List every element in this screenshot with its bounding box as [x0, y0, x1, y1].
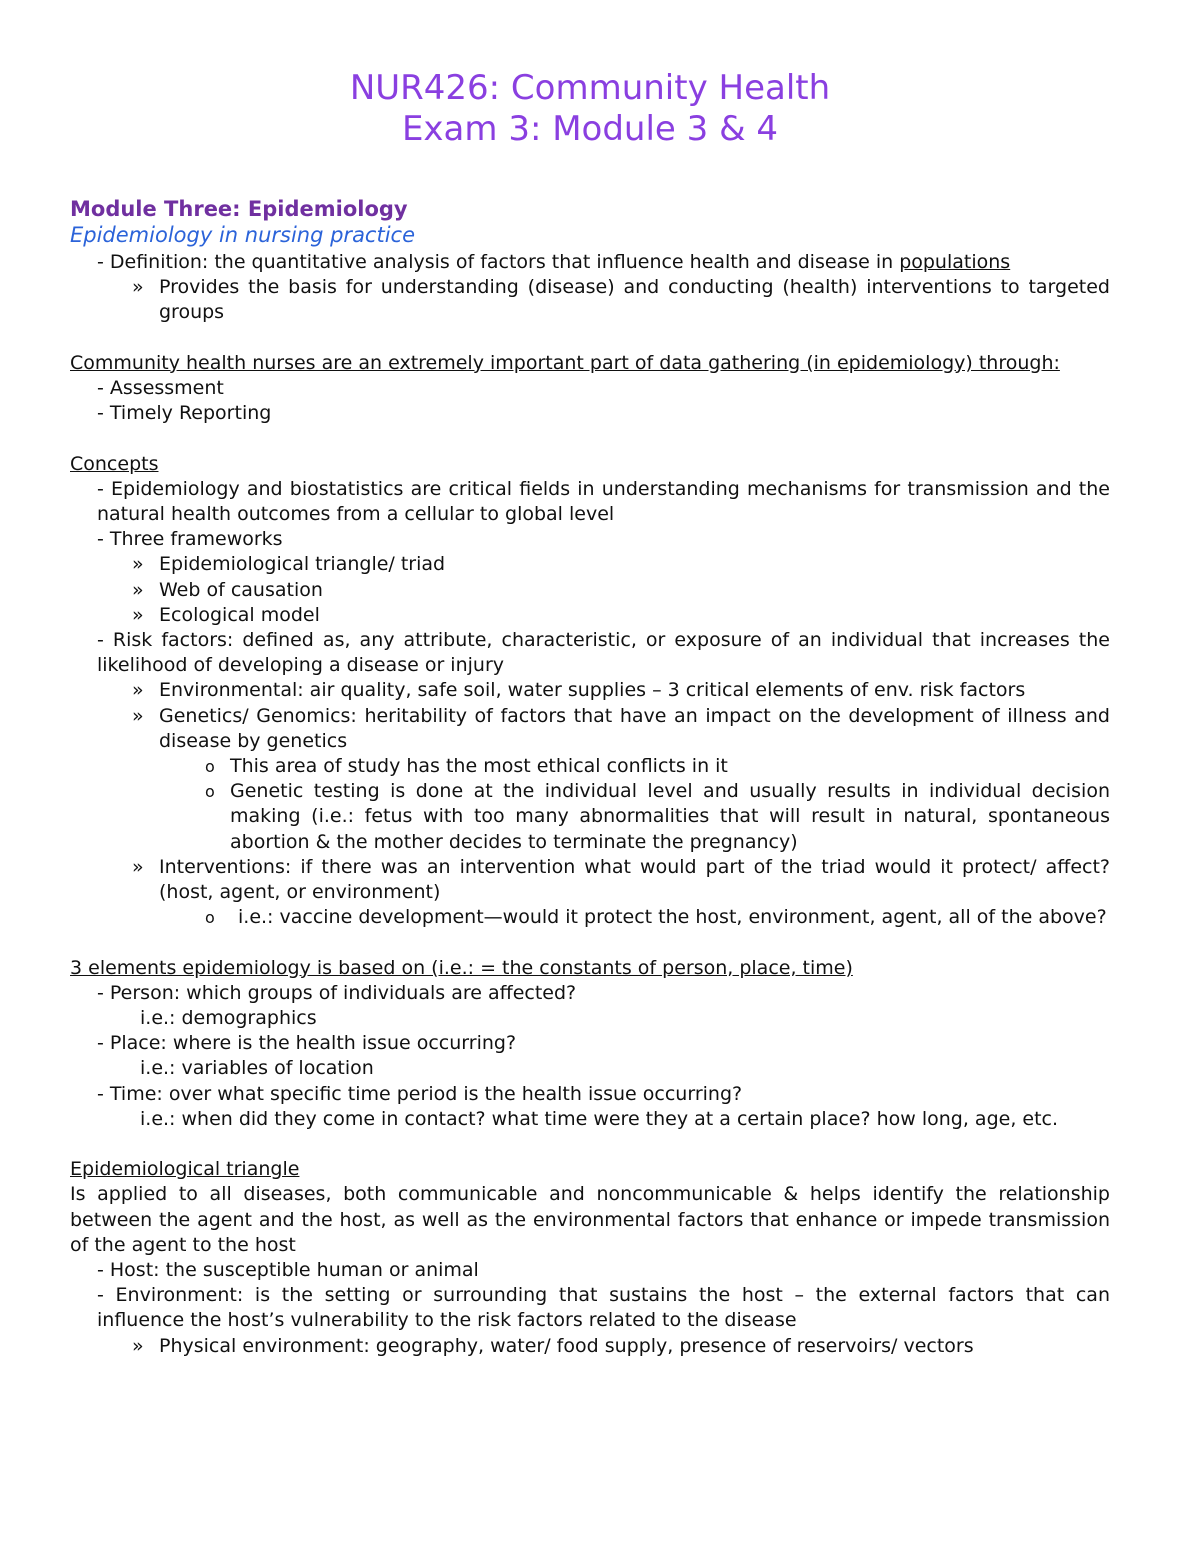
- triangle-host: - Host: the susceptible human or animal: [97, 1259, 479, 1282]
- arrow-bullet-icon: »: [132, 679, 144, 702]
- element-place-example: i.e.: variables of location: [140, 1057, 374, 1080]
- arrow-bullet-icon: »: [132, 603, 144, 626]
- circle-bullet-icon: o: [205, 782, 215, 802]
- interventions-sub-text: i.e.: vaccine development—would it protect the host, environment, agent, all of the above?: [238, 906, 1107, 929]
- elements-heading: 3 elements epidemiology is based on (i.e.: = the constants of person, place, time): [70, 956, 853, 979]
- genetics-sub-text: This area of study has the most ethical conflicts in it: [230, 755, 728, 778]
- risk-genetics: [70, 704, 1110, 754]
- arrow-bullet-icon: »: [132, 1334, 144, 1357]
- arrow-bullet-icon: »: [132, 704, 144, 727]
- interventions-sub-item: [70, 905, 1110, 930]
- risk-genetics-text: Genetics/ Genomics: heritability of factors that have an impact on the development of illness and disease by genetics: [159, 704, 1110, 752]
- genetics-sub-text: Genetic testing is done at the individual level and usually results in individual decision making (i.e.: fetus with too many abnormalities that will result in natural, spontaneous abortion & the mother decides to terminate the pregnancy): [230, 780, 1110, 853]
- framework-text: Ecological model: [159, 603, 320, 626]
- definition-underlined: populations: [899, 251, 1011, 273]
- framework-item: [70, 552, 1110, 577]
- circle-bullet-icon: o: [205, 757, 215, 777]
- arrow-bullet-icon: »: [132, 578, 144, 601]
- triangle-intro: Is applied to all diseases, both communicable and noncommunicable & helps identify the relationship between the agent and the host, as well as the environmental factors that enhance or impede transmission of the agent to the host: [70, 1183, 1110, 1256]
- element-time-example: i.e.: when did they come in contact? what time were they at a certain place? how long, age, etc.: [140, 1107, 1059, 1130]
- framework-text: Epidemiological triangle/ triad: [159, 553, 446, 576]
- chn-item-assessment: - Assessment: [97, 377, 224, 399]
- title-line-2: Exam 3: Module 3 & 4: [401, 109, 779, 149]
- risk-interventions-text: Interventions: if there was an intervention what would part of the triad would it protect/ affect? (host, agent, or environment): [159, 855, 1110, 904]
- genetics-sub-item: [70, 754, 1110, 779]
- element-place: - Place: where is the health issue occurring?: [97, 1032, 517, 1055]
- chn-item-reporting: - Timely Reporting: [97, 402, 272, 425]
- concept-risk-factors: - Risk factors: defined as, any attribute, characteristic, or exposure of an individual that increases the likelihood of developing a disease or injury: [97, 629, 1110, 677]
- title-line-1: NUR426: Community Health: [349, 68, 831, 108]
- module-heading: Module Three: Epidemiology: [70, 197, 408, 221]
- element-person: - Person: which groups of individuals are affected?: [97, 981, 577, 1004]
- framework-text: Web of causation: [159, 578, 323, 601]
- risk-interventions: [70, 855, 1110, 905]
- circle-bullet-icon: o: [205, 908, 215, 928]
- concept-epi-biostat: - Epidemiology and biostatistics are critical fields in understanding mechanisms for transmission and the natural health outcomes from a cellular to global level: [97, 477, 1110, 525]
- element-time: - Time: over what specific time period is the health issue occurring?: [97, 1082, 743, 1105]
- triangle-environment: - Environment: is the setting or surrounding that sustains the host – the external factors that can influence the host’s vulnerability to the risk factors related to the disease: [97, 1284, 1110, 1332]
- document-title: [70, 68, 1110, 150]
- concepts-heading: Concepts: [70, 452, 159, 475]
- triangle-heading: Epidemiological triangle: [70, 1158, 300, 1181]
- framework-item: [70, 603, 1110, 628]
- module-subheading: Epidemiology in nursing practice: [70, 223, 416, 247]
- triangle-physical-text: Physical environment: geography, water/ food supply, presence of reservoirs/ vectors: [159, 1334, 974, 1357]
- document-body: [70, 250, 1110, 1359]
- arrow-bullet-icon: »: [132, 553, 144, 576]
- framework-item: [70, 578, 1110, 603]
- element-person-example: i.e.: demographics: [140, 1007, 317, 1030]
- risk-environmental: [70, 678, 1110, 703]
- concept-frameworks: - Three frameworks: [97, 528, 283, 551]
- definition-text: - Definition: the quantitative analysis of factors that influence health and disease in: [97, 251, 900, 273]
- arrow-bullet-icon: »: [132, 276, 144, 299]
- chn-heading: Community health nurses are an extremely important part of data gathering (in epidemiology) through:: [70, 351, 1060, 374]
- definition-bullet: [70, 275, 1110, 325]
- arrow-bullet-icon: »: [132, 855, 144, 878]
- spacer: [70, 1132, 1110, 1157]
- genetics-sub-item: [70, 779, 1110, 855]
- spacer: [70, 426, 1110, 451]
- definition: [70, 250, 1110, 275]
- risk-environmental-text: Environmental: air quality, safe soil, water supplies – 3 critical elements of env. risk factors: [159, 679, 1026, 702]
- definition-bullet-text: Provides the basis for understanding (disease) and conducting (health) interventions to targeted groups: [159, 276, 1110, 324]
- spacer: [70, 930, 1110, 955]
- triangle-physical: [70, 1334, 1110, 1359]
- spacer: [70, 326, 1110, 351]
